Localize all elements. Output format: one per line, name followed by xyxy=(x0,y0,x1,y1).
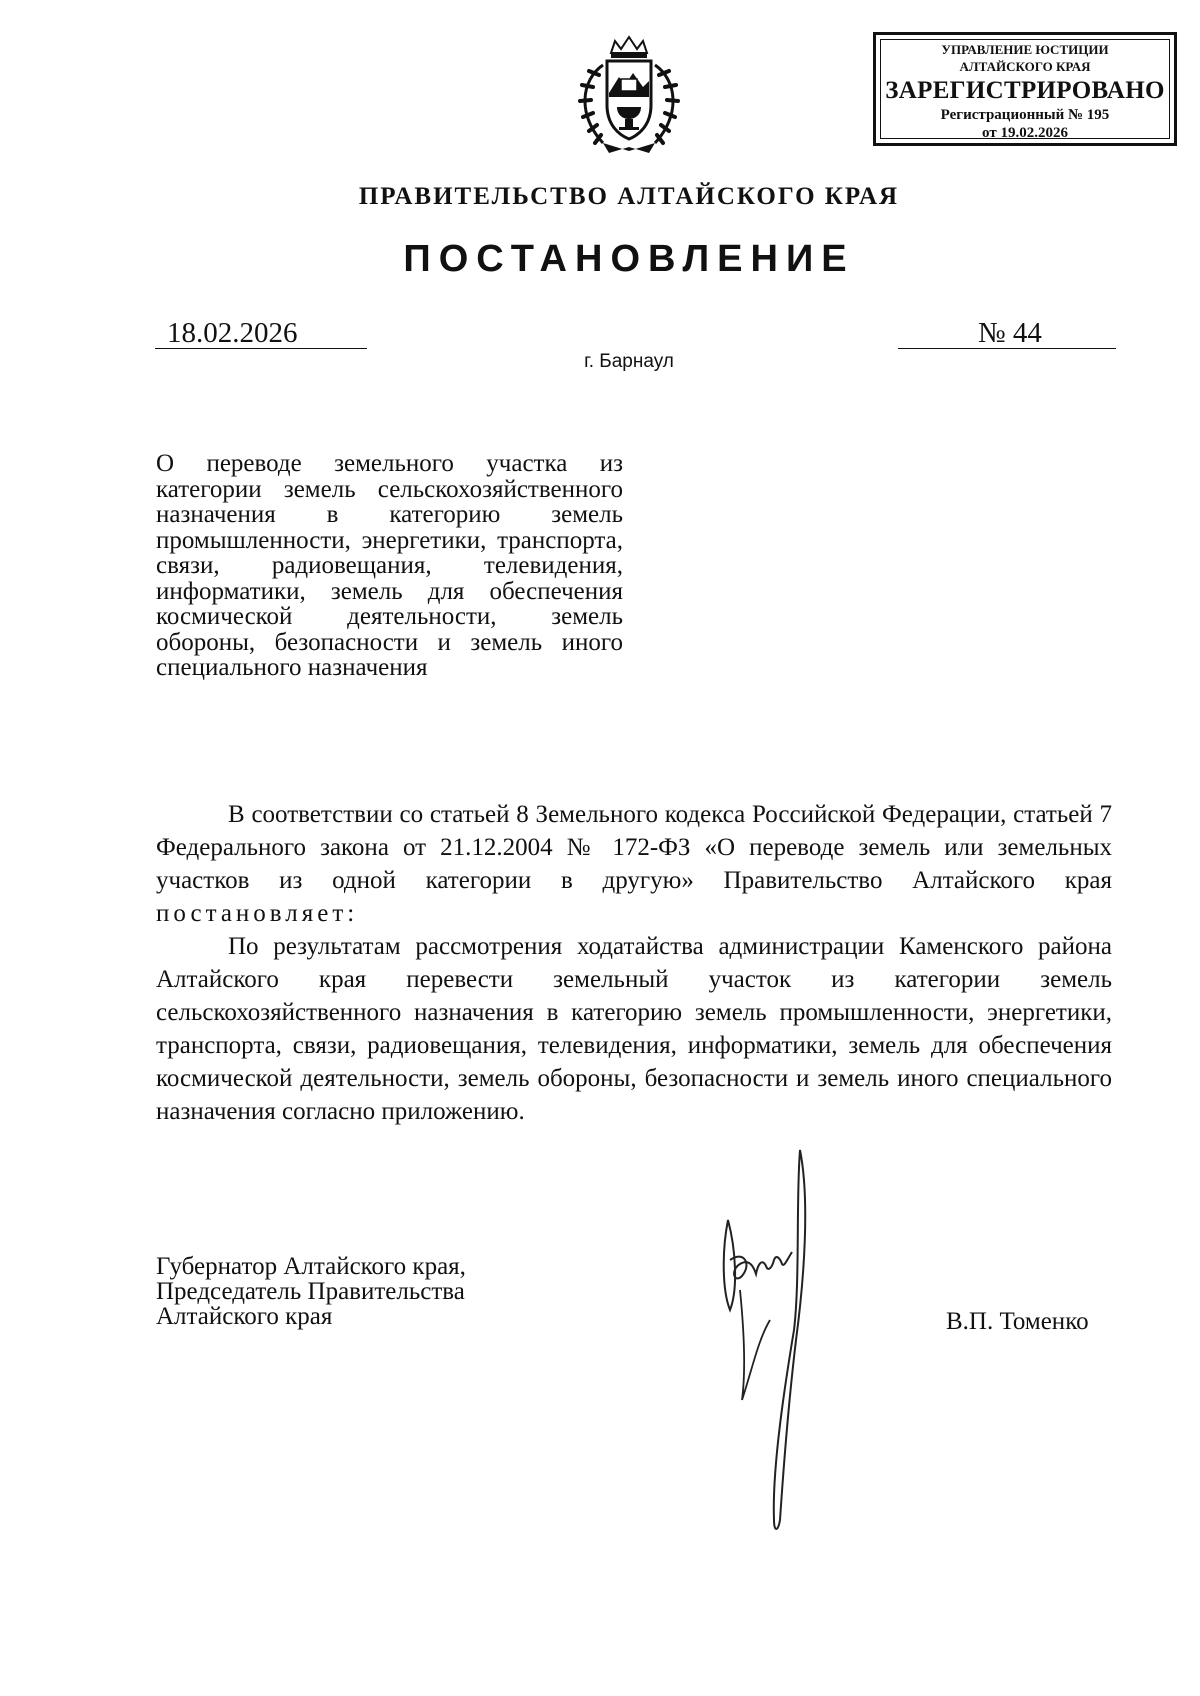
stamp-org-line-2: АЛТАЙСКОГО КРАЯ xyxy=(959,59,1091,74)
handwritten-signature xyxy=(700,1140,860,1540)
stamp-reg-date: от 19.02.2026 xyxy=(982,125,1068,141)
signer-title-line-2: Председатель Правительства xyxy=(156,1278,465,1305)
signer-title-line-3: Алтайского края xyxy=(156,1303,333,1330)
signer-title-line-1: Губернатор Алтайского края, xyxy=(156,1253,466,1280)
government-title: ПРАВИТЕЛЬСТВО АЛТАЙСКОГО КРАЯ xyxy=(358,183,900,210)
number-field xyxy=(898,318,1116,349)
document-type: ПОСТАНОВЛЕНИЕ xyxy=(403,238,855,280)
body-paragraph-1-text: В соответствии со статьей 8 Земельного кодекса Российской Федерации, статьей 7 Федерального закона от 21.12.2004 № 172-ФЗ «О переводе земель или земельных участков из одной категории в другую» Правительство Алтайского края xyxy=(156,801,1112,894)
body-paragraph-1 xyxy=(156,798,1112,930)
document-date: 18.02.2026 xyxy=(167,317,298,349)
document-subject: О переводе земельного участка из категории земель сельскохозяйственного назначения в категорию земель промышленности, энергетики, транспорта, связи, радиовещания, телевидения, информатики, земель для обеспечения космической деятельности, земель обороны, безопасности и земель иного специального назначения xyxy=(156,450,623,681)
city: г. Барнаул xyxy=(584,351,674,372)
signer-title xyxy=(156,1254,556,1329)
stamp-reg-number: Регистрационный № 195 xyxy=(940,107,1110,123)
stamp-org-line-1: УПРАВЛЕНИЕ ЮСТИЦИИ xyxy=(941,42,1109,57)
coat-of-arms-icon xyxy=(563,35,695,157)
stamp-status: ЗАРЕГИСТРИРОВАНО xyxy=(885,77,1165,104)
body-resolves-word: постановляет: xyxy=(156,900,359,927)
date-field xyxy=(155,318,367,349)
body-paragraph-2: По результатам рассмотрения ходатайства администрации Каменского района Алтайского края перевести земельный участок из категории земель сельскохозяйственного назначения в категорию земель промышленности, энергетики, транспорта, связи, радиовещания, телевидения, информатики, земель для обеспечения космической деятельности, земель обороны, безопасности и земель иного специального назначения согласно приложению. xyxy=(156,933,1112,1125)
signer-name: В.П. Томенко xyxy=(946,1308,1089,1335)
document-body xyxy=(156,798,1112,1128)
document-number: № 44 xyxy=(978,317,1042,349)
registration-stamp xyxy=(873,32,1177,146)
